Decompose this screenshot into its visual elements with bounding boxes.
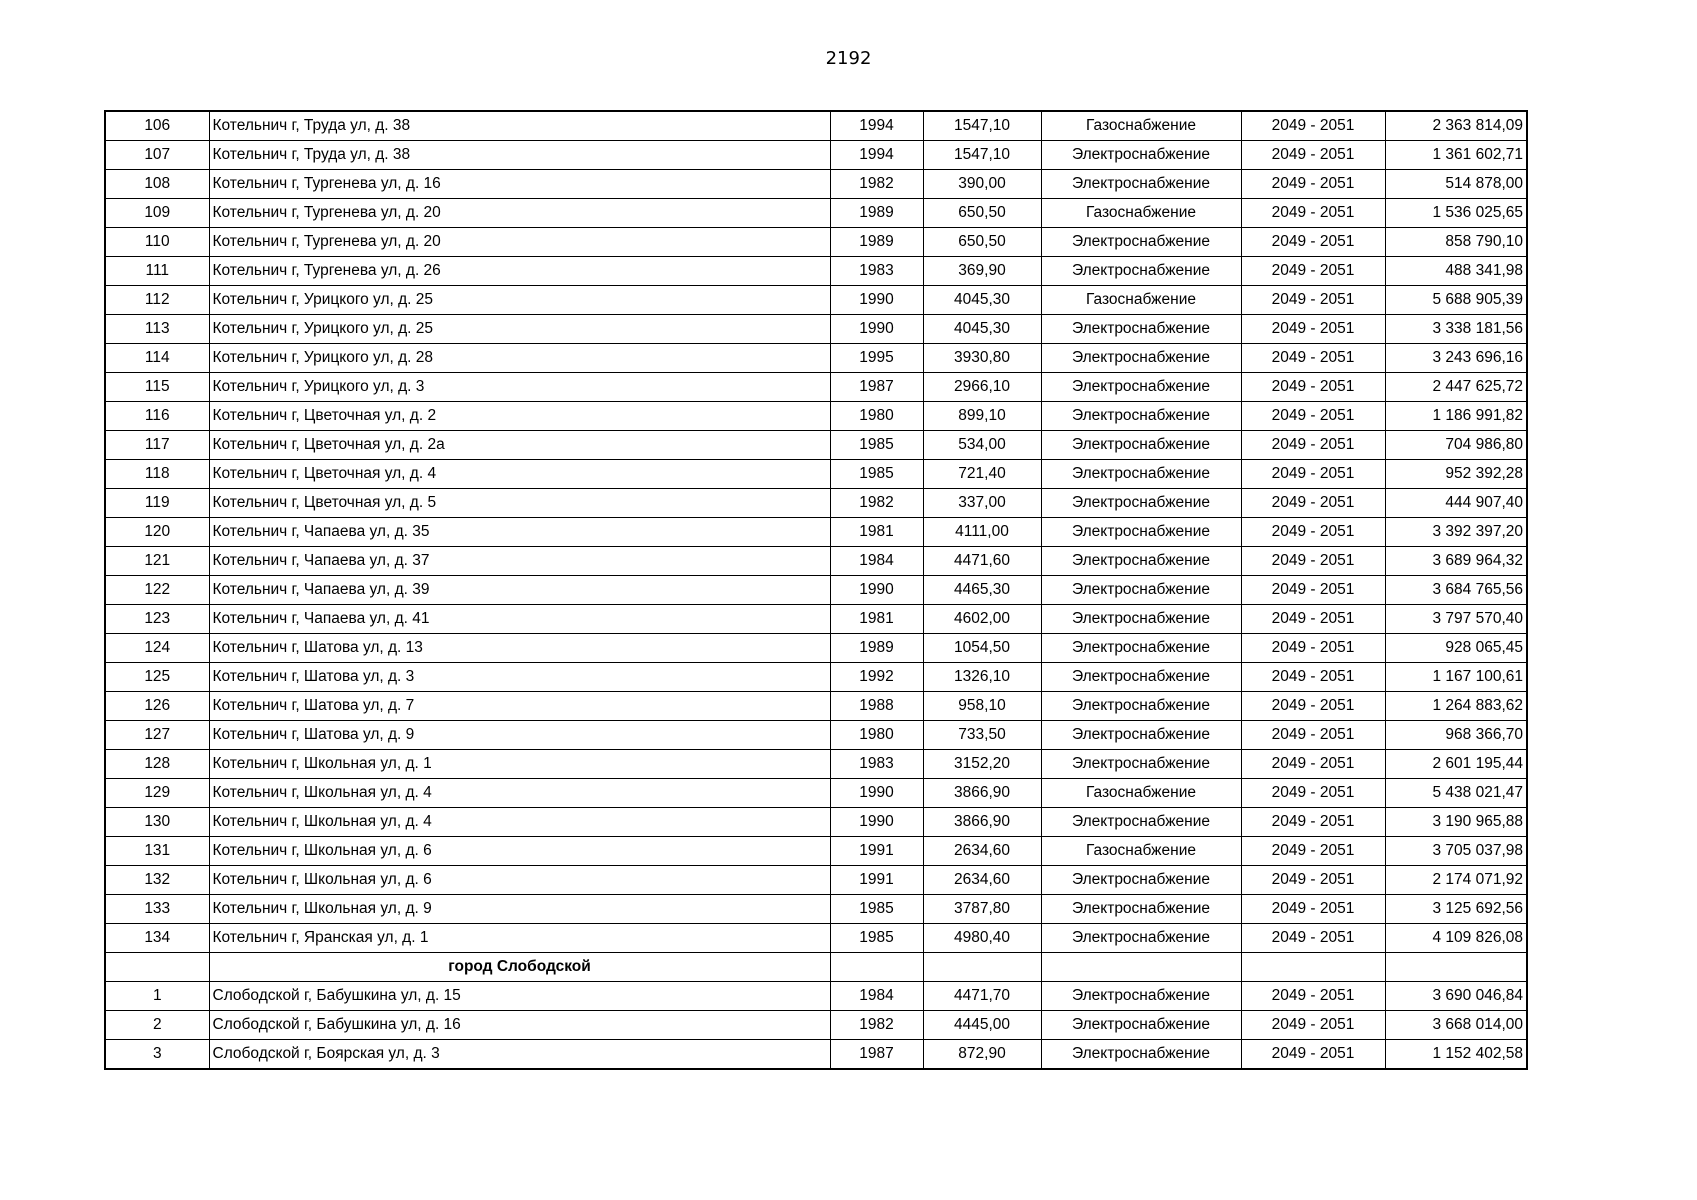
area-cell: 4045,30 <box>923 286 1041 315</box>
period-cell: 2049 - 2051 <box>1241 228 1385 257</box>
service-type-cell: Электроснабжение <box>1041 692 1241 721</box>
area-cell: 3152,20 <box>923 750 1041 779</box>
address-cell: Котельнич г, Яранская ул, д. 1 <box>209 924 830 953</box>
build-year-cell: 1980 <box>830 402 923 431</box>
address-cell: Котельнич г, Цветочная ул, д. 2а <box>209 431 830 460</box>
row-number-cell: 108 <box>105 170 209 199</box>
repair-register-table <box>104 110 1528 1070</box>
build-year-cell: 1987 <box>830 1040 923 1070</box>
period-cell: 2049 - 2051 <box>1241 866 1385 895</box>
empty-cell <box>830 953 923 982</box>
service-type-cell: Электроснабжение <box>1041 257 1241 286</box>
address-cell: Котельнич г, Чапаева ул, д. 35 <box>209 518 830 547</box>
build-year-cell: 1989 <box>830 634 923 663</box>
row-number-cell: 128 <box>105 750 209 779</box>
area-cell: 2634,60 <box>923 866 1041 895</box>
table-row <box>105 315 1527 344</box>
period-cell: 2049 - 2051 <box>1241 170 1385 199</box>
row-number-cell: 131 <box>105 837 209 866</box>
area-cell: 369,90 <box>923 257 1041 286</box>
address-cell: Котельнич г, Урицкого ул, д. 25 <box>209 286 830 315</box>
table-row <box>105 141 1527 170</box>
service-type-cell: Электроснабжение <box>1041 1040 1241 1070</box>
area-cell: 733,50 <box>923 721 1041 750</box>
cost-cell: 1 536 025,65 <box>1385 199 1527 228</box>
period-cell: 2049 - 2051 <box>1241 344 1385 373</box>
table-row <box>105 982 1527 1011</box>
row-number-cell: 123 <box>105 605 209 634</box>
area-cell: 2634,60 <box>923 837 1041 866</box>
area-cell: 4471,60 <box>923 547 1041 576</box>
build-year-cell: 1987 <box>830 373 923 402</box>
area-cell: 2966,10 <box>923 373 1041 402</box>
cost-cell: 1 264 883,62 <box>1385 692 1527 721</box>
service-type-cell: Электроснабжение <box>1041 518 1241 547</box>
service-type-cell: Электроснабжение <box>1041 750 1241 779</box>
table-row <box>105 286 1527 315</box>
period-cell: 2049 - 2051 <box>1241 634 1385 663</box>
address-cell: Котельнич г, Шатова ул, д. 9 <box>209 721 830 750</box>
build-year-cell: 1985 <box>830 431 923 460</box>
build-year-cell: 1982 <box>830 489 923 518</box>
service-type-cell: Электроснабжение <box>1041 924 1241 953</box>
period-cell: 2049 - 2051 <box>1241 402 1385 431</box>
row-number-cell: 2 <box>105 1011 209 1040</box>
period-cell: 2049 - 2051 <box>1241 895 1385 924</box>
service-type-cell: Электроснабжение <box>1041 1011 1241 1040</box>
build-year-cell: 1981 <box>830 518 923 547</box>
service-type-cell: Электроснабжение <box>1041 460 1241 489</box>
address-cell: Котельнич г, Труда ул, д. 38 <box>209 141 830 170</box>
service-type-cell: Электроснабжение <box>1041 373 1241 402</box>
cost-cell: 1 152 402,58 <box>1385 1040 1527 1070</box>
cost-cell: 704 986,80 <box>1385 431 1527 460</box>
period-cell: 2049 - 2051 <box>1241 257 1385 286</box>
area-cell: 3930,80 <box>923 344 1041 373</box>
service-type-cell: Электроснабжение <box>1041 895 1241 924</box>
build-year-cell: 1990 <box>830 576 923 605</box>
row-number-cell: 116 <box>105 402 209 431</box>
build-year-cell: 1990 <box>830 808 923 837</box>
cost-cell: 514 878,00 <box>1385 170 1527 199</box>
row-number-cell: 129 <box>105 779 209 808</box>
cost-cell: 3 684 765,56 <box>1385 576 1527 605</box>
empty-cell <box>1241 953 1385 982</box>
cost-cell: 5 688 905,39 <box>1385 286 1527 315</box>
address-cell: Котельнич г, Школьная ул, д. 1 <box>209 750 830 779</box>
table-row <box>105 170 1527 199</box>
build-year-cell: 1983 <box>830 750 923 779</box>
row-number-cell: 126 <box>105 692 209 721</box>
table-row <box>105 866 1527 895</box>
build-year-cell: 1982 <box>830 1011 923 1040</box>
area-cell: 390,00 <box>923 170 1041 199</box>
address-cell: Слободской г, Бабушкина ул, д. 15 <box>209 982 830 1011</box>
cost-cell: 3 125 692,56 <box>1385 895 1527 924</box>
area-cell: 1547,10 <box>923 141 1041 170</box>
build-year-cell: 1980 <box>830 721 923 750</box>
area-cell: 1054,50 <box>923 634 1041 663</box>
cost-cell: 3 705 037,98 <box>1385 837 1527 866</box>
cost-cell: 952 392,28 <box>1385 460 1527 489</box>
table-row <box>105 663 1527 692</box>
cost-cell: 5 438 021,47 <box>1385 779 1527 808</box>
service-type-cell: Электроснабжение <box>1041 170 1241 199</box>
build-year-cell: 1990 <box>830 779 923 808</box>
service-type-cell: Газоснабжение <box>1041 837 1241 866</box>
service-type-cell: Электроснабжение <box>1041 344 1241 373</box>
cost-cell: 928 065,45 <box>1385 634 1527 663</box>
row-number-cell: 122 <box>105 576 209 605</box>
area-cell: 1326,10 <box>923 663 1041 692</box>
build-year-cell: 1994 <box>830 141 923 170</box>
table-row <box>105 895 1527 924</box>
service-type-cell: Электроснабжение <box>1041 982 1241 1011</box>
area-cell: 4465,30 <box>923 576 1041 605</box>
section-title: город Слободской <box>209 953 830 982</box>
address-cell: Котельнич г, Тургенева ул, д. 20 <box>209 228 830 257</box>
period-cell: 2049 - 2051 <box>1241 924 1385 953</box>
page-number: 2192 <box>825 48 872 69</box>
row-number-cell: 132 <box>105 866 209 895</box>
period-cell: 2049 - 2051 <box>1241 837 1385 866</box>
table-row <box>105 547 1527 576</box>
area-cell: 3866,90 <box>923 808 1041 837</box>
period-cell: 2049 - 2051 <box>1241 315 1385 344</box>
cost-cell: 3 338 181,56 <box>1385 315 1527 344</box>
table-row <box>105 1011 1527 1040</box>
area-cell: 958,10 <box>923 692 1041 721</box>
cost-cell: 3 690 046,84 <box>1385 982 1527 1011</box>
row-number-cell: 130 <box>105 808 209 837</box>
address-cell: Котельнич г, Школьная ул, д. 6 <box>209 837 830 866</box>
row-number-cell: 115 <box>105 373 209 402</box>
cost-cell: 2 601 195,44 <box>1385 750 1527 779</box>
row-number-cell: 114 <box>105 344 209 373</box>
address-cell: Слободской г, Боярская ул, д. 3 <box>209 1040 830 1070</box>
service-type-cell: Электроснабжение <box>1041 547 1241 576</box>
period-cell: 2049 - 2051 <box>1241 518 1385 547</box>
area-cell: 4111,00 <box>923 518 1041 547</box>
row-number-cell: 113 <box>105 315 209 344</box>
service-type-cell: Электроснабжение <box>1041 141 1241 170</box>
period-cell: 2049 - 2051 <box>1241 779 1385 808</box>
address-cell: Котельнич г, Тургенева ул, д. 16 <box>209 170 830 199</box>
row-number-cell: 119 <box>105 489 209 518</box>
address-cell: Котельнич г, Тургенева ул, д. 26 <box>209 257 830 286</box>
area-cell: 650,50 <box>923 199 1041 228</box>
service-type-cell: Газоснабжение <box>1041 199 1241 228</box>
section-header-row <box>105 953 1527 982</box>
area-cell: 534,00 <box>923 431 1041 460</box>
period-cell: 2049 - 2051 <box>1241 721 1385 750</box>
period-cell: 2049 - 2051 <box>1241 750 1385 779</box>
cost-cell: 968 366,70 <box>1385 721 1527 750</box>
row-number-cell: 133 <box>105 895 209 924</box>
table-row <box>105 837 1527 866</box>
cost-cell: 1 167 100,61 <box>1385 663 1527 692</box>
cost-cell: 1 186 991,82 <box>1385 402 1527 431</box>
row-number-cell: 107 <box>105 141 209 170</box>
period-cell: 2049 - 2051 <box>1241 1040 1385 1070</box>
cost-cell: 3 392 397,20 <box>1385 518 1527 547</box>
build-year-cell: 1989 <box>830 228 923 257</box>
table-row <box>105 199 1527 228</box>
period-cell: 2049 - 2051 <box>1241 286 1385 315</box>
row-number-cell: 127 <box>105 721 209 750</box>
address-cell: Котельнич г, Школьная ул, д. 4 <box>209 808 830 837</box>
service-type-cell: Электроснабжение <box>1041 489 1241 518</box>
build-year-cell: 1982 <box>830 170 923 199</box>
table-row <box>105 489 1527 518</box>
table-row <box>105 402 1527 431</box>
area-cell: 721,40 <box>923 460 1041 489</box>
table-row <box>105 634 1527 663</box>
cost-cell: 4 109 826,08 <box>1385 924 1527 953</box>
address-cell: Котельнич г, Школьная ул, д. 4 <box>209 779 830 808</box>
area-cell: 337,00 <box>923 489 1041 518</box>
service-type-cell: Газоснабжение <box>1041 286 1241 315</box>
build-year-cell: 1985 <box>830 460 923 489</box>
cost-cell: 2 447 625,72 <box>1385 373 1527 402</box>
service-type-cell: Электроснабжение <box>1041 808 1241 837</box>
empty-cell <box>1385 953 1527 982</box>
area-cell: 1547,10 <box>923 111 1041 141</box>
period-cell: 2049 - 2051 <box>1241 663 1385 692</box>
build-year-cell: 1990 <box>830 286 923 315</box>
cost-cell: 488 341,98 <box>1385 257 1527 286</box>
service-type-cell: Электроснабжение <box>1041 605 1241 634</box>
build-year-cell: 1981 <box>830 605 923 634</box>
period-cell: 2049 - 2051 <box>1241 489 1385 518</box>
table-row <box>105 576 1527 605</box>
table-row <box>105 431 1527 460</box>
period-cell: 2049 - 2051 <box>1241 460 1385 489</box>
row-number-cell: 1 <box>105 982 209 1011</box>
table-row <box>105 605 1527 634</box>
address-cell: Слободской г, Бабушкина ул, д. 16 <box>209 1011 830 1040</box>
build-year-cell: 1985 <box>830 895 923 924</box>
address-cell: Котельнич г, Труда ул, д. 38 <box>209 111 830 141</box>
service-type-cell: Электроснабжение <box>1041 315 1241 344</box>
area-cell: 3866,90 <box>923 779 1041 808</box>
period-cell: 2049 - 2051 <box>1241 547 1385 576</box>
empty-cell <box>105 953 209 982</box>
table-row <box>105 344 1527 373</box>
address-cell: Котельнич г, Чапаева ул, д. 41 <box>209 605 830 634</box>
table-row <box>105 228 1527 257</box>
cost-cell: 3 797 570,40 <box>1385 605 1527 634</box>
empty-cell <box>1041 953 1241 982</box>
service-type-cell: Электроснабжение <box>1041 866 1241 895</box>
service-type-cell: Электроснабжение <box>1041 663 1241 692</box>
service-type-cell: Электроснабжение <box>1041 431 1241 460</box>
area-cell: 4045,30 <box>923 315 1041 344</box>
table-row <box>105 750 1527 779</box>
address-cell: Котельнич г, Цветочная ул, д. 5 <box>209 489 830 518</box>
service-type-cell: Электроснабжение <box>1041 721 1241 750</box>
table-row <box>105 692 1527 721</box>
address-cell: Котельнич г, Шатова ул, д. 3 <box>209 663 830 692</box>
build-year-cell: 1991 <box>830 837 923 866</box>
address-cell: Котельнич г, Тургенева ул, д. 20 <box>209 199 830 228</box>
address-cell: Котельнич г, Школьная ул, д. 6 <box>209 866 830 895</box>
cost-cell: 3 190 965,88 <box>1385 808 1527 837</box>
cost-cell: 3 689 964,32 <box>1385 547 1527 576</box>
period-cell: 2049 - 2051 <box>1241 373 1385 402</box>
period-cell: 2049 - 2051 <box>1241 605 1385 634</box>
period-cell: 2049 - 2051 <box>1241 431 1385 460</box>
cost-cell: 3 668 014,00 <box>1385 1011 1527 1040</box>
row-number-cell: 125 <box>105 663 209 692</box>
table-row <box>105 373 1527 402</box>
build-year-cell: 1984 <box>830 982 923 1011</box>
table-row <box>105 779 1527 808</box>
row-number-cell: 134 <box>105 924 209 953</box>
service-type-cell: Электроснабжение <box>1041 634 1241 663</box>
row-number-cell: 120 <box>105 518 209 547</box>
area-cell: 3787,80 <box>923 895 1041 924</box>
table-row <box>105 111 1527 141</box>
build-year-cell: 1989 <box>830 199 923 228</box>
area-cell: 4445,00 <box>923 1011 1041 1040</box>
table-row <box>105 1040 1527 1070</box>
area-cell: 4980,40 <box>923 924 1041 953</box>
build-year-cell: 1983 <box>830 257 923 286</box>
period-cell: 2049 - 2051 <box>1241 808 1385 837</box>
table-row <box>105 460 1527 489</box>
area-cell: 4471,70 <box>923 982 1041 1011</box>
service-type-cell: Электроснабжение <box>1041 402 1241 431</box>
cost-cell: 858 790,10 <box>1385 228 1527 257</box>
period-cell: 2049 - 2051 <box>1241 692 1385 721</box>
build-year-cell: 1984 <box>830 547 923 576</box>
period-cell: 2049 - 2051 <box>1241 111 1385 141</box>
service-type-cell: Газоснабжение <box>1041 111 1241 141</box>
build-year-cell: 1992 <box>830 663 923 692</box>
row-number-cell: 118 <box>105 460 209 489</box>
service-type-cell: Электроснабжение <box>1041 228 1241 257</box>
address-cell: Котельнич г, Шатова ул, д. 13 <box>209 634 830 663</box>
cost-cell: 2 174 071,92 <box>1385 866 1527 895</box>
address-cell: Котельнич г, Урицкого ул, д. 25 <box>209 315 830 344</box>
address-cell: Котельнич г, Цветочная ул, д. 2 <box>209 402 830 431</box>
row-number-cell: 3 <box>105 1040 209 1070</box>
address-cell: Котельнич г, Чапаева ул, д. 39 <box>209 576 830 605</box>
address-cell: Котельнич г, Урицкого ул, д. 28 <box>209 344 830 373</box>
cost-cell: 2 363 814,09 <box>1385 111 1527 141</box>
cost-cell: 444 907,40 <box>1385 489 1527 518</box>
row-number-cell: 109 <box>105 199 209 228</box>
row-number-cell: 121 <box>105 547 209 576</box>
service-type-cell: Электроснабжение <box>1041 576 1241 605</box>
build-year-cell: 1990 <box>830 315 923 344</box>
row-number-cell: 117 <box>105 431 209 460</box>
service-type-cell: Газоснабжение <box>1041 779 1241 808</box>
period-cell: 2049 - 2051 <box>1241 199 1385 228</box>
period-cell: 2049 - 2051 <box>1241 982 1385 1011</box>
empty-cell <box>923 953 1041 982</box>
table-row <box>105 924 1527 953</box>
build-year-cell: 1991 <box>830 866 923 895</box>
address-cell: Котельнич г, Школьная ул, д. 9 <box>209 895 830 924</box>
row-number-cell: 110 <box>105 228 209 257</box>
table-row <box>105 257 1527 286</box>
row-number-cell: 111 <box>105 257 209 286</box>
cost-cell: 3 243 696,16 <box>1385 344 1527 373</box>
area-cell: 872,90 <box>923 1040 1041 1070</box>
row-number-cell: 112 <box>105 286 209 315</box>
period-cell: 2049 - 2051 <box>1241 1011 1385 1040</box>
table-row <box>105 518 1527 547</box>
row-number-cell: 106 <box>105 111 209 141</box>
period-cell: 2049 - 2051 <box>1241 141 1385 170</box>
address-cell: Котельнич г, Цветочная ул, д. 4 <box>209 460 830 489</box>
build-year-cell: 1988 <box>830 692 923 721</box>
table-row <box>105 808 1527 837</box>
table-body <box>105 111 1527 1069</box>
build-year-cell: 1985 <box>830 924 923 953</box>
cost-cell: 1 361 602,71 <box>1385 141 1527 170</box>
area-cell: 650,50 <box>923 228 1041 257</box>
period-cell: 2049 - 2051 <box>1241 576 1385 605</box>
row-number-cell: 124 <box>105 634 209 663</box>
address-cell: Котельнич г, Урицкого ул, д. 3 <box>209 373 830 402</box>
address-cell: Котельнич г, Шатова ул, д. 7 <box>209 692 830 721</box>
area-cell: 4602,00 <box>923 605 1041 634</box>
build-year-cell: 1995 <box>830 344 923 373</box>
table-row <box>105 721 1527 750</box>
area-cell: 899,10 <box>923 402 1041 431</box>
address-cell: Котельнич г, Чапаева ул, д. 37 <box>209 547 830 576</box>
build-year-cell: 1994 <box>830 111 923 141</box>
